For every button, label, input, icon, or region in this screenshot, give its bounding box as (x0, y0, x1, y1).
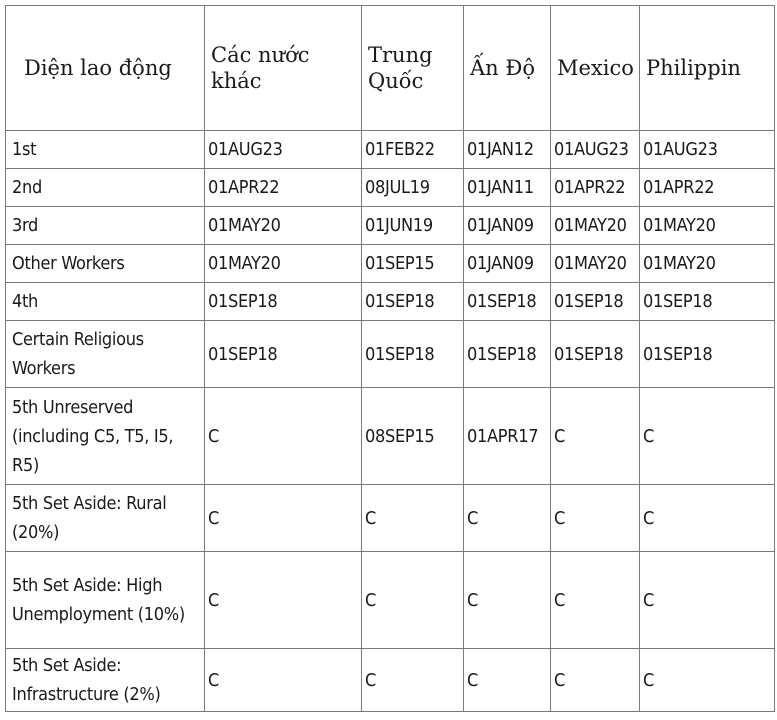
cell-mexico: C (551, 485, 640, 552)
cell-china: 01JUN19 (362, 207, 464, 245)
cell-mexico: 01MAY20 (551, 207, 640, 245)
row-category: 3rd (6, 207, 205, 245)
cell-philippines: C (640, 552, 775, 649)
cell-mexico: C (551, 552, 640, 649)
cell-other-countries: 01SEP18 (205, 283, 362, 321)
cell-philippines: C (640, 485, 775, 552)
cell-other-countries: C (205, 552, 362, 649)
cell-mexico: 01SEP18 (551, 321, 640, 388)
cell-philippines: 01APR22 (640, 169, 775, 207)
cell-india: 01JAN09 (464, 245, 551, 283)
cell-other-countries: 01SEP18 (205, 321, 362, 388)
table-row (6, 649, 775, 712)
header-mexico: Mexico (551, 6, 640, 131)
cell-other-countries: 01AUG23 (205, 131, 362, 169)
cell-india: C (464, 649, 551, 712)
table-row (6, 485, 775, 552)
row-category: Other Workers (6, 245, 205, 283)
cell-china: C (362, 552, 464, 649)
row-category: 1st (6, 131, 205, 169)
cell-mexico: 01AUG23 (551, 131, 640, 169)
table-row (6, 207, 775, 245)
header-philippines: Philippin (640, 6, 775, 131)
cell-mexico: 01SEP18 (551, 283, 640, 321)
header-other-countries: Các nước khác (205, 6, 362, 131)
cell-mexico: 01MAY20 (551, 245, 640, 283)
cell-china: C (362, 485, 464, 552)
cell-india: 01SEP18 (464, 321, 551, 388)
table-row (6, 321, 775, 388)
header-india: Ấn Độ (464, 6, 551, 131)
header-category: Diện lao động (6, 6, 205, 131)
cell-china: 01SEP18 (362, 321, 464, 388)
table-row (6, 552, 775, 649)
visa-bulletin-table (5, 5, 775, 712)
cell-other-countries: C (205, 388, 362, 485)
header-row (6, 6, 775, 131)
cell-philippines: 01MAY20 (640, 245, 775, 283)
cell-china: 01SEP15 (362, 245, 464, 283)
header-china: Trung Quốc (362, 6, 464, 131)
cell-philippines: C (640, 388, 775, 485)
cell-philippines: 01AUG23 (640, 131, 775, 169)
cell-china: 08SEP15 (362, 388, 464, 485)
row-category: Certain Religious Workers (6, 321, 205, 388)
cell-india: 01APR17 (464, 388, 551, 485)
table-row (6, 245, 775, 283)
row-category: 2nd (6, 169, 205, 207)
cell-mexico: C (551, 649, 640, 712)
cell-india: C (464, 552, 551, 649)
table-row (6, 388, 775, 485)
cell-india: 01JAN11 (464, 169, 551, 207)
cell-philippines: 01MAY20 (640, 207, 775, 245)
cell-china: 01SEP18 (362, 283, 464, 321)
cell-china: C (362, 649, 464, 712)
cell-other-countries: 01MAY20 (205, 245, 362, 283)
cell-india: 01JAN09 (464, 207, 551, 245)
cell-mexico: 01APR22 (551, 169, 640, 207)
table-row (6, 169, 775, 207)
cell-philippines: C (640, 649, 775, 712)
row-category: 5th Set Aside: Infrastructure (2%) (6, 649, 205, 712)
cell-other-countries: C (205, 485, 362, 552)
cell-mexico: C (551, 388, 640, 485)
cell-philippines: 01SEP18 (640, 321, 775, 388)
row-category: 5th Set Aside: High Unemployment (10%) (6, 552, 205, 649)
cell-other-countries: 01MAY20 (205, 207, 362, 245)
cell-other-countries: C (205, 649, 362, 712)
cell-india: 01SEP18 (464, 283, 551, 321)
row-category: 4th (6, 283, 205, 321)
cell-china: 08JUL19 (362, 169, 464, 207)
cell-other-countries: 01APR22 (205, 169, 362, 207)
cell-india: 01JAN12 (464, 131, 551, 169)
cell-philippines: 01SEP18 (640, 283, 775, 321)
table-row (6, 283, 775, 321)
row-category: 5th Set Aside: Rural (20%) (6, 485, 205, 552)
table-row (6, 131, 775, 169)
cell-china: 01FEB22 (362, 131, 464, 169)
row-category: 5th Unreserved (including C5, T5, I5, R5) (6, 388, 205, 485)
cell-india: C (464, 485, 551, 552)
